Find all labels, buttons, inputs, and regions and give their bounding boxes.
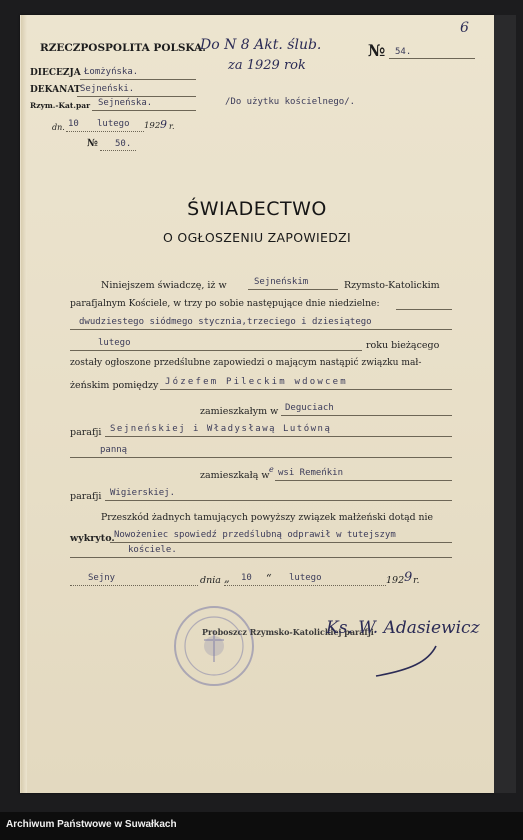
number-line [389,58,475,59]
body-line-14-note: kościele. [128,545,177,555]
document-subtitle: O OGŁOSZENIU ZAPOWIEDZI [163,230,351,245]
archive-footer [0,812,523,840]
doc-number-line [100,150,136,151]
body-line-13-text: wykryto. [70,533,115,544]
parish-label: Rzym.-Kat.par [30,101,91,110]
body-line-1-church: Rzymsto-Katolickim [344,280,440,291]
closing-year-suffix: r. [413,575,420,586]
closing-day: 10 [241,573,252,583]
diocese-value: Łomżyńska. [84,67,139,77]
body-line-5-text: zostały ogłoszone przedślubne zapowiedzi o mającym nastąpić związku mał- [70,358,422,368]
parish-value: Sejneńska. [98,98,153,108]
background-edge [494,15,516,793]
body-line-12-text: Przeszkód żadnych tamujących powyższy związek małżeński dotąd nie [101,512,433,523]
body-line-6-groom: Józefem Pileckim wdowcem [165,377,348,387]
closing-date-line [224,585,386,586]
body-line-10-text: zamieszkałą w [200,470,270,481]
closing-year-handwritten: 9 [404,570,413,585]
deanery-label: DEKANAT [30,85,81,95]
closing-day-label: dnia [200,575,221,586]
body-line-7-text: zamieszkałym w [200,406,279,417]
body-line-4-text: roku bieżącego [366,340,440,351]
body-line-1-text: Niniejszem świadczę, iż w [101,280,227,291]
handwritten-reference: Do N 8 Akt. ślub. [200,37,322,53]
body-line-8-underline [105,436,452,437]
corner-mark: 6 [460,20,469,36]
body-line-11-text: parafji [70,491,102,502]
signature: Ks. W. Adasiewicz [326,618,480,638]
closing-quote-open: „ [224,572,230,585]
body-line-10-superscript: e [269,465,274,474]
closing-place: Sejny [88,573,116,583]
number-label: № [368,41,386,60]
body-line-4-underline [70,350,362,351]
body-line-7-underline [281,415,452,416]
body-line-14-underline [70,557,452,558]
body-line-13-note: Nowożeniec spowiedź przedślubną odprawił w tutejszym [114,530,396,540]
body-line-3-underline [70,329,452,330]
date-month: lutego [97,119,130,129]
parish-stamp [172,604,256,688]
body-line-6-underline [160,389,452,390]
body-line-3-dates: dwudziestego siódmego stycznia,trzeciego i dziesiątego [79,317,372,327]
body-line-8-bride: Sejneńskiej i Władysławą Lutówną [110,424,332,434]
body-line-4-month: lutego [98,338,131,348]
body-line-1-underline [248,289,338,290]
deanery-value: Sejneński. [80,84,135,94]
body-line-10-underline [275,480,452,481]
archive-name: Archiwum Państwowe w Suwałkach [6,819,177,830]
closing-quote-close: “ [266,572,272,585]
body-line-2-underline [396,309,452,310]
signature-flourish [370,636,442,682]
doc-number-label: № [87,138,98,149]
parish-line [92,110,196,111]
doc-number-value: 50. [115,139,132,149]
number-value: 54. [395,47,412,57]
closing-place-line [70,585,198,586]
signature-label: Proboszcz Rzymsko-Katolickiej parafji [202,627,374,637]
closing-year-printed: 192 [386,575,405,586]
body-line-2-text: parafjalnym Kościele, w trzy po sobie następujące dnie niedzielne: [70,298,380,309]
body-line-7-residence: Deguciach [285,403,334,413]
body-line-6-text: żeńskim pomiędzy [70,380,159,391]
body-line-13-underline [110,542,452,543]
date-year-printed: 192 [144,121,161,131]
body-line-11-parish: Wigierskiej. [110,488,176,498]
diocese-label: DIECEZJA [30,68,81,78]
body-line-1-place: Sejneńskim [254,277,309,287]
closing-month: lutego [289,573,322,583]
country-heading: RZECZPOSPOLITA POLSKA. [40,42,206,54]
document-title: ŚWIADECTWO [187,198,327,220]
date-line [66,131,144,132]
body-line-11-underline [105,500,452,501]
handwritten-reference-year: za 1929 rok [228,58,306,73]
date-day: 10 [68,119,79,129]
paper-fold [21,15,27,793]
church-use-note: /Do użytku kościelnego/. [225,97,356,107]
body-line-9-status: panną [100,445,128,455]
body-line-9-underline [70,457,452,458]
deanery-line [77,96,196,97]
date-prefix: dn. [52,123,65,132]
date-suffix: r. [169,122,175,131]
body-line-8-text: parafji [70,427,102,438]
date-year-handwritten: 9 [160,118,167,131]
diocese-line [80,79,196,80]
body-line-10-village: wsi Remeńkin [278,468,344,478]
